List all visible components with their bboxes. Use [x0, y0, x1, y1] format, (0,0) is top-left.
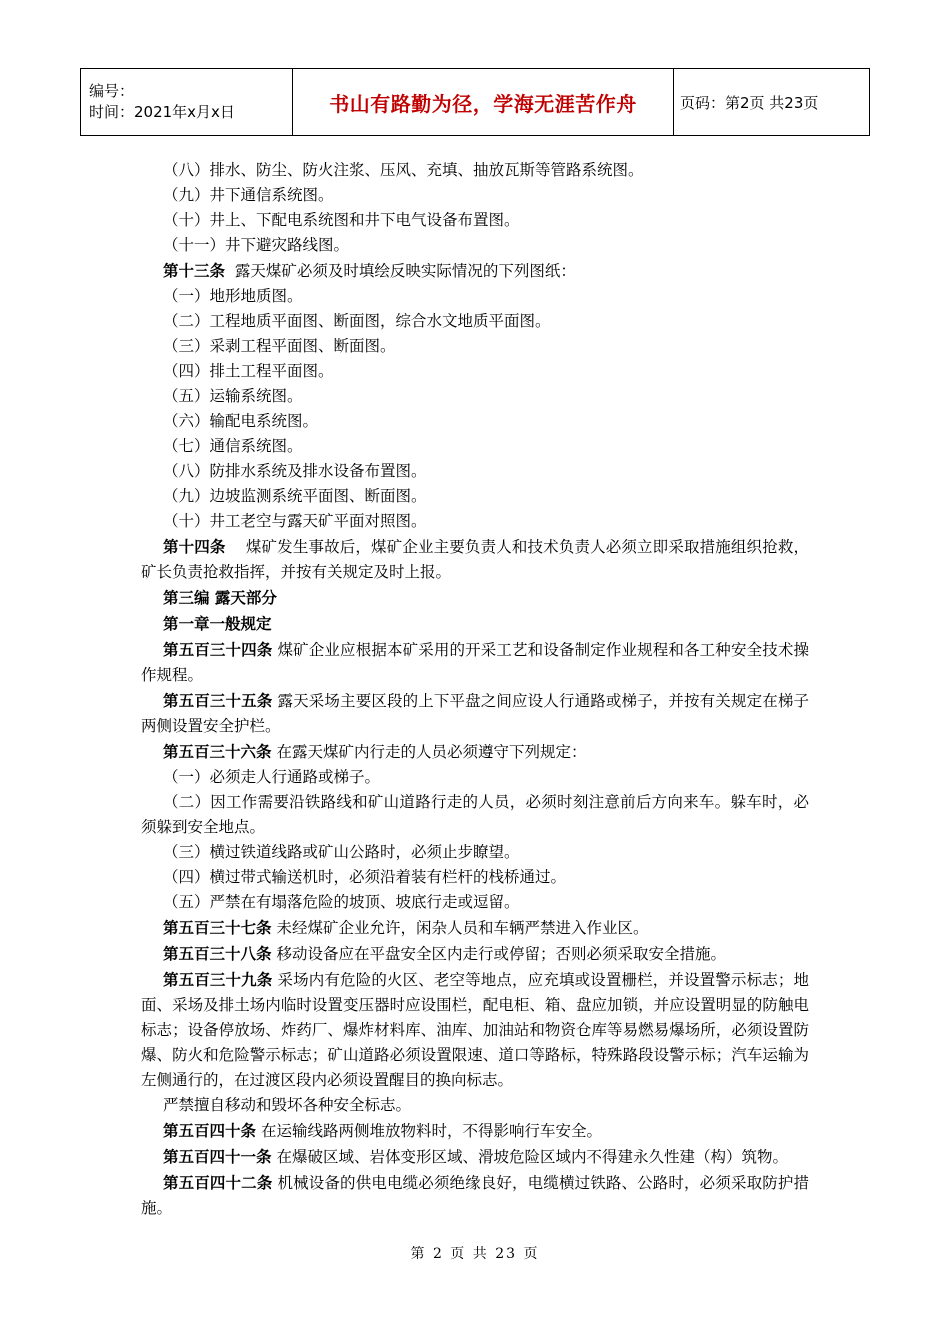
article-heading: 第五百四十条 — [163, 1121, 257, 1140]
paragraph — [141, 208, 809, 233]
header-page-info: 页码：第2页 共23页 — [674, 69, 870, 136]
paragraph-text: （六）输配电系统图。 — [163, 412, 319, 430]
paragraph — [141, 739, 809, 765]
paragraph — [141, 509, 809, 534]
article-heading: 第五百四十一条 — [163, 1147, 272, 1166]
header-meta — [81, 69, 293, 136]
paragraph — [141, 915, 809, 941]
paragraph-text: （三）采剥工程平面图、断面图。 — [163, 337, 396, 355]
article-heading: 第三编 露天部分 — [163, 588, 277, 607]
paragraph-text: （九）边坡监测系统平面图、断面图。 — [163, 487, 427, 505]
paragraph-text: 机械设备的供电电缆必须绝缘良好，电缆横过铁路、公路时，必须采取防护措施。 — [141, 1174, 809, 1217]
paragraph-text: （二）工程地质平面图、断面图，综合水文地质平面图。 — [163, 312, 551, 330]
page-footer: 第 2 页 共 23 页 — [410, 1246, 540, 1262]
paragraph — [141, 409, 809, 434]
article-heading: 第五百三十六条 — [163, 742, 272, 761]
header-motto: 书山有路勤为径，学海无涯苦作舟 — [293, 69, 674, 136]
paragraph — [141, 865, 809, 890]
paragraph — [141, 384, 809, 409]
paragraph — [141, 637, 809, 688]
paragraph-text: （十）井工老空与露天矿平面对照图。 — [163, 512, 427, 530]
paragraph — [141, 434, 809, 459]
paragraph — [141, 233, 809, 258]
paragraph-text: （九）井下通信系统图。 — [163, 186, 334, 204]
paragraph-text: 露天采场主要区段的上下平盘之间应设人行通路或梯子，并按有关规定在梯子两侧设置安全护栏。 — [141, 692, 809, 735]
paragraph — [141, 688, 809, 739]
paragraph-text: 移动设备应在平盘安全区内走行或停留；否则必须采取安全措施。 — [271, 945, 726, 963]
paragraph — [141, 459, 809, 484]
paragraph — [141, 1118, 809, 1144]
paragraph — [141, 258, 809, 284]
article-heading: 第五百三十七条 — [163, 918, 272, 937]
article-heading: 第五百三十五条 — [163, 691, 273, 710]
paragraph — [141, 359, 809, 384]
document-header — [80, 68, 870, 136]
document-date: 时间：2021年x月x日 — [89, 103, 235, 121]
paragraph-text: （七）通信系统图。 — [163, 437, 303, 455]
paragraph — [141, 765, 809, 790]
paragraph-text: 未经煤矿企业允许，闲杂人员和车辆严禁进入作业区。 — [271, 919, 649, 937]
paragraph — [141, 334, 809, 359]
paragraph-text: 煤矿发生事故后，煤矿企业主要负责人和技术负责人必须立即采取措施组织抢救，矿长负责抢救指挥，并按有关规定及时上报。 — [141, 538, 809, 581]
paragraph-text: 露天煤矿必须及时填绘反映实际情况的下列图纸： — [225, 262, 576, 280]
paragraph-text: 在爆破区域、岩体变形区域、滑坡危险区域内不得建永久性建（构）筑物。 — [271, 1148, 788, 1166]
paragraph-text: 在运输线路两侧堆放物料时，不得影响行车安全。 — [256, 1122, 602, 1140]
paragraph — [141, 158, 809, 183]
paragraph-text: （十）井上、下配电系统图和井下电气设备布置图。 — [163, 211, 520, 229]
article-heading: 第十三条 — [163, 261, 226, 280]
paragraph-text: （十一）井下避灾路线图。 — [163, 236, 350, 254]
paragraph — [141, 1144, 809, 1170]
paragraph-text: 严禁擅自移动和毁坏各种安全标志。 — [163, 1096, 412, 1114]
paragraph — [141, 790, 809, 840]
paragraph-text: （二）因工作需要沿铁路线和矿山道路行走的人员，必须时刻注意前后方向来车。躲车时，必须躲到安全地点。 — [141, 793, 809, 836]
paragraph — [141, 1093, 809, 1118]
article-heading: 第五百三十八条 — [163, 944, 272, 963]
article-heading: 第十四条 — [163, 537, 226, 556]
paragraph — [141, 284, 809, 309]
paragraph-text: （一）地形地质图。 — [163, 287, 303, 305]
article-heading: 第五百四十二条 — [163, 1173, 273, 1192]
document-body — [141, 158, 809, 1221]
paragraph — [141, 611, 809, 637]
article-heading: 第五百三十九条 — [163, 970, 273, 989]
paragraph-text: （三）横过铁道线路或矿山公路时，必须止步瞭望。 — [163, 843, 520, 861]
paragraph — [141, 585, 809, 611]
document-number-label: 编号： — [89, 82, 135, 100]
article-heading: 第一章一般规定 — [163, 614, 272, 633]
paragraph-text: 煤矿企业应根据本矿采用的开采工艺和设备制定作业规程和各工种安全技术操作规程。 — [141, 641, 809, 684]
paragraph — [141, 840, 809, 865]
paragraph-text: （五）运输系统图。 — [163, 387, 303, 405]
paragraph — [141, 1170, 809, 1221]
paragraph — [141, 484, 809, 509]
paragraph-text: 采场内有危险的火区、老空等地点，应充填或设置栅栏，并设置警示标志；地面、采场及排土场内临时设置变压器时应设围栏，配电柜、箱、盘应加锁，并应设置明显的防触电标志；设备停放场、炸药厂、爆炸材料库、油库、加油站和物资仓库等易燃易爆场所，必须设置防爆、防火和危险警示标志；矿山道路必须设置限速、道口等路标，特殊路段设警示标；汽车运输为左侧通行的，在过渡区段内必须设置醒目的换向标志。 — [141, 971, 809, 1089]
paragraph-text: （四）排土工程平面图。 — [163, 362, 334, 380]
paragraph — [141, 309, 809, 334]
paragraph-text: （四）横过带式输送机时，必须沿着装有栏杆的栈桥通过。 — [163, 868, 567, 886]
paragraph-text: （八）排水、防尘、防火注浆、压风、充填、抽放瓦斯等管路系统图。 — [163, 161, 644, 179]
paragraph-text: 在露天煤矿内行走的人员必须遵守下列规定： — [271, 743, 587, 761]
paragraph-text: （八）防排水系统及排水设备布置图。 — [163, 462, 427, 480]
paragraph-text: （一）必须走人行通路或梯子。 — [163, 768, 381, 786]
paragraph — [141, 890, 809, 915]
paragraph — [141, 967, 809, 1093]
paragraph — [141, 941, 809, 967]
article-heading: 第五百三十四条 — [163, 640, 273, 659]
paragraph — [141, 534, 809, 585]
paragraph-text: （五）严禁在有塌落危险的坡顶、坡底行走或逗留。 — [163, 893, 520, 911]
paragraph — [141, 183, 809, 208]
